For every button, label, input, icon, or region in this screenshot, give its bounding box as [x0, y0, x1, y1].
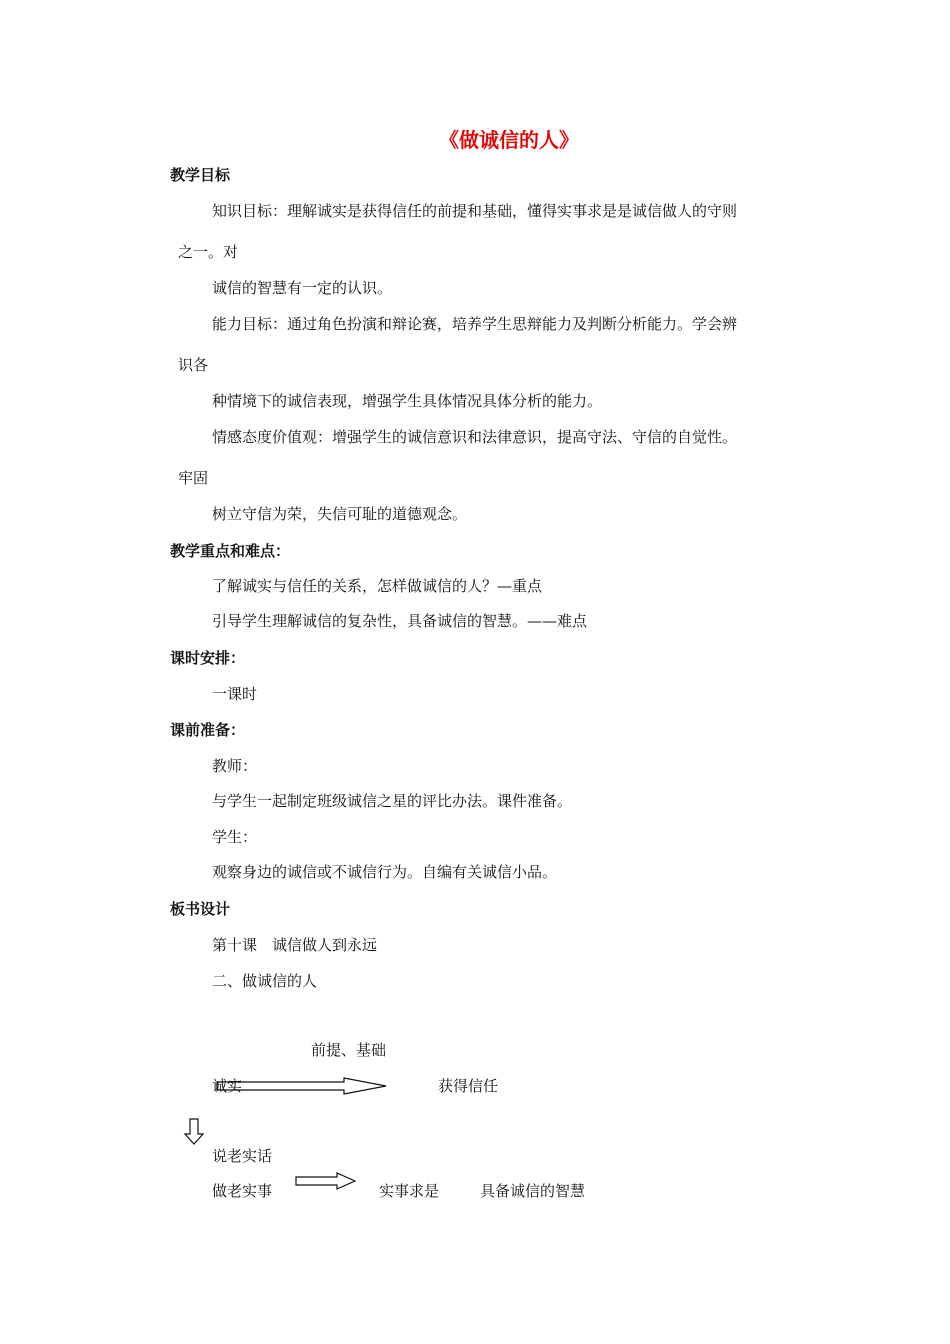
do-honest-label: 做老实事: [212, 1182, 273, 1200]
student-label: 学生：: [212, 828, 258, 846]
teacher-label: 教师：: [212, 757, 258, 775]
board-section-title: 二、做诚信的人: [212, 972, 318, 990]
fact-label: 实事求是: [379, 1182, 440, 1200]
key-point-line-2: 引导学生理解诚信的复杂性，具备诚信的智慧。——难点: [212, 612, 588, 630]
key-point-line-1: 了解诚实与信任的关系，怎样做诚信的人？—重点: [212, 577, 543, 595]
honest-label: 诚实: [212, 1077, 243, 1095]
knowledge-line-2: 之一。对: [178, 243, 239, 261]
premise-label: 前提、基础: [311, 1041, 387, 1059]
schedule-line-1: 一课时: [212, 685, 258, 703]
trust-label: 获得信任: [438, 1077, 499, 1095]
student-text: 观察身边的诚信或不诚信行为。自编有关诚信小品。: [212, 863, 558, 881]
emotion-line-3: 树立守信为荣，失信可耻的道德观念。: [212, 505, 468, 523]
document-title: 《做诚信的人》: [439, 128, 579, 152]
emotion-line-1: 情感态度价值观：增强学生的诚信意识和法律意识，提高守法、守信的自觉性。: [212, 428, 738, 446]
board-lesson-title: 第十课 诚信做人到永远: [212, 936, 378, 954]
right-arrow-small-icon: [295, 1172, 357, 1190]
ability-line-2: 识各: [178, 356, 209, 374]
speak-truth-label: 说老实话: [212, 1147, 273, 1165]
board-heading: 板书设计: [170, 900, 231, 918]
ability-line-3: 种情境下的诚信表现，增强学生具体情况具体分析的能力。: [212, 392, 603, 410]
emotion-line-2: 牢固: [178, 469, 209, 487]
ability-line-1: 能力目标：通过角色扮演和辩论赛，培养学生思辩能力及判断分析能力。学会辨: [212, 315, 738, 333]
knowledge-line-1: 知识目标：理解诚实是获得信任的前提和基础，懂得实事求是是诚信做人的守则: [212, 202, 738, 220]
objectives-heading: 教学目标: [170, 166, 231, 184]
wisdom-label: 具备诚信的智慧: [480, 1182, 586, 1200]
down-arrow-icon: [183, 1118, 205, 1146]
schedule-heading: 课时安排：: [170, 649, 246, 667]
key-points-heading: 教学重点和难点：: [170, 542, 291, 560]
right-arrow-icon: [216, 1076, 390, 1096]
preparation-heading: 课前准备：: [170, 721, 246, 739]
knowledge-line-3: 诚信的智慧有一定的认识。: [212, 279, 393, 297]
teacher-text: 与学生一起制定班级诚信之星的评比办法。课件准备。: [212, 792, 573, 810]
